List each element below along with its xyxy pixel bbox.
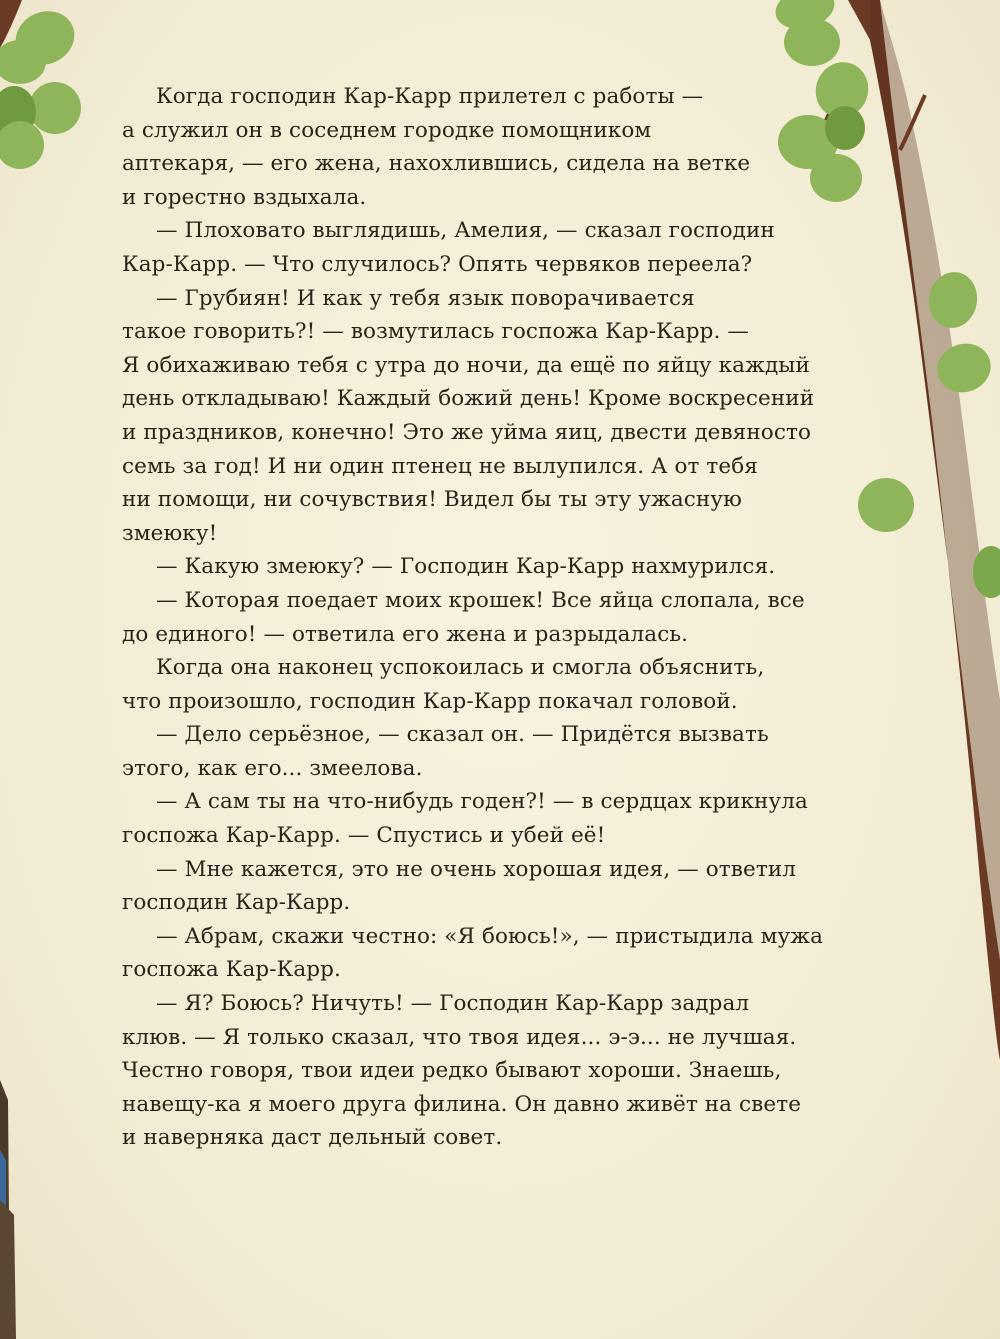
text-line: Когда господин Кар-Карр прилетел с работы — <box>156 84 704 109</box>
text-line: этого, как его... змеелова. <box>122 755 423 781</box>
right-tree-trunk <box>848 0 1000 1060</box>
text-line: Кар-Карр. — Что случилось? Опять червяков переела? <box>122 251 753 277</box>
text-line: и праздников, конечно! Это же уйма яиц, двести девяносто <box>122 419 812 445</box>
text-line: — Абрам, скажи честно: «Я боюсь!», — пристыдила мужа <box>156 923 824 949</box>
text-line: — Дело серьёзное, — сказал он. — Придётся вызвать <box>156 722 769 748</box>
text-line: навещу-ка я моего друга филина. Он давно живёт на свете <box>122 1091 802 1117</box>
text-line: господин Кар-Карр. <box>122 890 351 916</box>
leaves-top-left <box>0 2 83 169</box>
text-line: до единого! — ответила его жена и разрыдалась. <box>122 621 689 647</box>
text-line: Я обихаживаю тебя с утра до ночи, да ещё по яйцу каждый <box>122 352 810 378</box>
left-bottom-tree <box>0 1080 16 1339</box>
story-text <box>122 80 842 1155</box>
text-line: — Грубиян! И как у тебя язык поворачивается <box>156 285 695 311</box>
text-line: ни помощи, ни сочувствия! Видел бы ты эту ужасную <box>122 487 742 513</box>
text-line: день откладываю! Каждый божий день! Кроме воскресений <box>122 386 815 412</box>
text-line: Честно говоря, твои идеи редко бывают хороши. Знаешь, <box>122 1058 782 1084</box>
text-line: — Мне кажется, это не очень хорошая идея, — ответил <box>156 856 797 882</box>
text-line: — А сам ты на что-нибудь годен?! — в сердцах крикнула <box>156 789 808 815</box>
leaves-right-middle <box>858 268 1000 598</box>
text-line: — Которая поедает моих крошек! Все яйца слопала, все <box>156 587 805 613</box>
text-line: госпожа Кар-Карр. <box>122 957 341 983</box>
text-line: клюв. — Я только сказал, что твоя идея... э-э... не лучшая. <box>122 1024 797 1050</box>
text-line: госпожа Кар-Карр. — Спустись и убей её! <box>122 823 606 849</box>
text-line: — Какую змеюку? — Господин Кар-Карр нахмурился. <box>156 554 776 580</box>
text-line: что произошло, господин Кар-Карр покачал головой. <box>122 688 738 714</box>
text-line: змеюку! <box>122 520 218 546</box>
text-line: и наверняка даст дельный совет. <box>122 1125 503 1151</box>
text-line: семь за год! И ни один птенец не вылупился. А от тебя <box>122 453 758 479</box>
text-line: Когда она наконец успокоилась и смогла объяснить, <box>156 655 765 681</box>
text-line: — Плоховато выглядишь, Амелия, — сказал господин <box>156 218 775 244</box>
text-line: — Я? Боюсь? Ничуть! — Господин Кар-Карр задрал <box>156 991 750 1017</box>
text-line: а служил он в соседнем городке помощником <box>122 117 652 143</box>
text-line: такое говорить?! — возмутилась госпожа Кар-Карр. — <box>122 319 749 345</box>
text-line: и горестно вздыхала. <box>122 184 367 210</box>
text-line: аптекаря, — его жена, нахохлившись, сидела на ветке <box>122 151 751 177</box>
